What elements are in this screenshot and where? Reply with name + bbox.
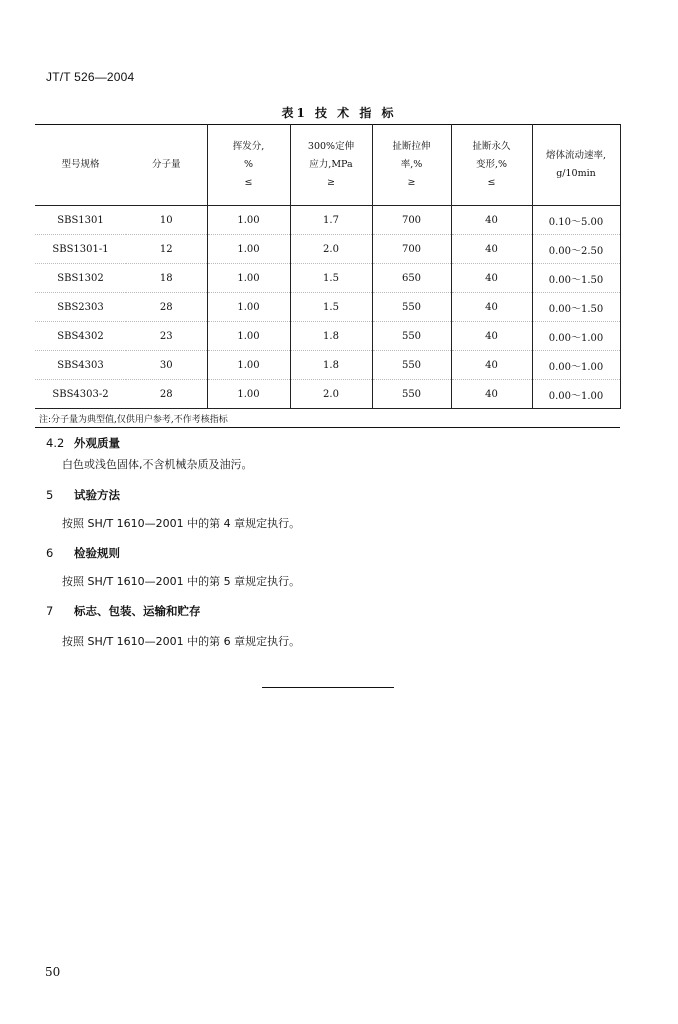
end-rule	[262, 687, 394, 688]
header-line: %	[243, 159, 254, 170]
section-number: 5	[46, 488, 54, 502]
cell-modulus: 1.7	[290, 206, 372, 235]
cell-model: SBS1302	[35, 264, 126, 293]
cell-molecular-weight: 23	[126, 322, 207, 351]
table-title: 表1 技 术 指 标	[281, 106, 397, 120]
table-row	[35, 235, 620, 264]
cell-volatile: 1.00	[207, 351, 290, 380]
cell-model: SBS4303	[35, 351, 126, 380]
col-header-elongation	[372, 125, 451, 206]
cell-modulus: 1.5	[290, 264, 372, 293]
cell-elongation: 550	[372, 380, 451, 409]
col-header-molecular-weight	[126, 125, 207, 206]
table-row	[35, 206, 620, 235]
cell-molecular-weight: 18	[126, 264, 207, 293]
header-line: ≥	[327, 177, 335, 188]
header-line: ≤	[487, 177, 496, 188]
header-line: g/10min	[556, 168, 596, 179]
section-number: 6	[46, 546, 54, 560]
header-line: 型号规格	[61, 159, 100, 170]
cell-volatile: 1.00	[207, 264, 290, 293]
section-title: 标志、包装、运输和贮存	[74, 604, 201, 618]
cell-elongation: 550	[372, 293, 451, 322]
cell-modulus: 1.8	[290, 351, 372, 380]
col-header-melt-flow	[532, 125, 620, 206]
table-row	[35, 380, 620, 409]
header-line: 扯断永久	[472, 141, 511, 152]
cell-melt-flow: 0.00～1.50	[532, 293, 620, 322]
cell-modulus: 2.0	[290, 380, 372, 409]
cell-model: SBS4302	[35, 322, 126, 351]
cell-elongation: 700	[372, 235, 451, 264]
cell-volatile: 1.00	[207, 322, 290, 351]
cell-permanent-set: 40	[451, 293, 532, 322]
col-header-model	[35, 125, 126, 206]
cell-permanent-set: 40	[451, 264, 532, 293]
cell-volatile: 1.00	[207, 206, 290, 235]
section-heading	[46, 487, 120, 503]
cell-melt-flow: 0.00～1.50	[532, 264, 620, 293]
section-number: 7	[46, 604, 54, 618]
cell-molecular-weight: 12	[126, 235, 207, 264]
cell-elongation: 550	[372, 351, 451, 380]
header-line: 扯断拉伸	[392, 141, 431, 152]
table-row	[35, 264, 620, 293]
table-header-row	[35, 125, 620, 206]
header-line: 率,%	[400, 159, 423, 170]
cell-model: SBS1301-1	[35, 235, 126, 264]
cell-model: SBS4303-2	[35, 380, 126, 409]
section-heading	[46, 545, 120, 561]
cell-permanent-set: 40	[451, 206, 532, 235]
table-row	[35, 293, 620, 322]
cell-modulus: 1.5	[290, 293, 372, 322]
cell-melt-flow: 0.00～1.00	[532, 351, 620, 380]
cell-volatile: 1.00	[207, 380, 290, 409]
section-title: 试验方法	[74, 488, 120, 502]
cell-permanent-set: 40	[451, 322, 532, 351]
cell-volatile: 1.00	[207, 293, 290, 322]
table-row	[35, 351, 620, 380]
cell-model: SBS1301	[35, 206, 126, 235]
cell-permanent-set: 40	[451, 351, 532, 380]
table-row	[35, 322, 620, 351]
cell-elongation: 650	[372, 264, 451, 293]
page-number: 50	[45, 965, 61, 979]
header-line: 分子量	[151, 159, 181, 170]
col-header-modulus	[290, 125, 372, 206]
cell-melt-flow: 0.00～1.00	[532, 322, 620, 351]
section-number: 4.2	[46, 436, 65, 450]
col-header-volatile	[207, 125, 290, 206]
section-text: 按照 SH/T 1610—2001 中的第 4 章规定执行。	[62, 517, 301, 530]
cell-melt-flow: 0.00～2.50	[532, 235, 620, 264]
standard-code: JT/T 526—2004	[46, 70, 135, 84]
cell-molecular-weight: 30	[126, 351, 207, 380]
header-line: 应力,MPa	[309, 159, 353, 170]
section-text: 按照 SH/T 1610—2001 中的第 5 章规定执行。	[62, 575, 301, 588]
header-line: ≤	[244, 177, 253, 188]
cell-elongation: 550	[372, 322, 451, 351]
cell-melt-flow: 0.10～5.00	[532, 206, 620, 235]
cell-model: SBS2303	[35, 293, 126, 322]
section-title: 外观质量	[74, 436, 120, 450]
cell-elongation: 700	[372, 206, 451, 235]
cell-melt-flow: 0.00～1.00	[532, 380, 620, 409]
cell-permanent-set: 40	[451, 380, 532, 409]
col-header-permanent-set	[451, 125, 532, 206]
technical-spec-table	[35, 124, 621, 428]
cell-volatile: 1.00	[207, 235, 290, 264]
table-note-row	[35, 409, 620, 428]
header-line: 熔体流动速率,	[545, 150, 607, 161]
cell-modulus: 1.8	[290, 322, 372, 351]
cell-permanent-set: 40	[451, 235, 532, 264]
section-heading	[46, 603, 201, 619]
header-line: 挥发分,	[232, 141, 265, 152]
section-text: 白色或浅色固体,不含机械杂质及油污。	[62, 458, 253, 471]
cell-molecular-weight: 10	[126, 206, 207, 235]
cell-molecular-weight: 28	[126, 293, 207, 322]
header-line: ≥	[407, 177, 416, 188]
cell-modulus: 2.0	[290, 235, 372, 264]
header-line: 300%定伸	[307, 141, 355, 152]
section-text: 按照 SH/T 1610—2001 中的第 6 章规定执行。	[62, 635, 301, 648]
section-title: 检验规则	[74, 546, 120, 560]
header-line: 变形,%	[475, 159, 508, 170]
section-heading	[46, 435, 120, 451]
cell-molecular-weight: 28	[126, 380, 207, 409]
table-note: 注:分子量为典型值,仅供用户参考,不作考核指标	[35, 409, 620, 428]
